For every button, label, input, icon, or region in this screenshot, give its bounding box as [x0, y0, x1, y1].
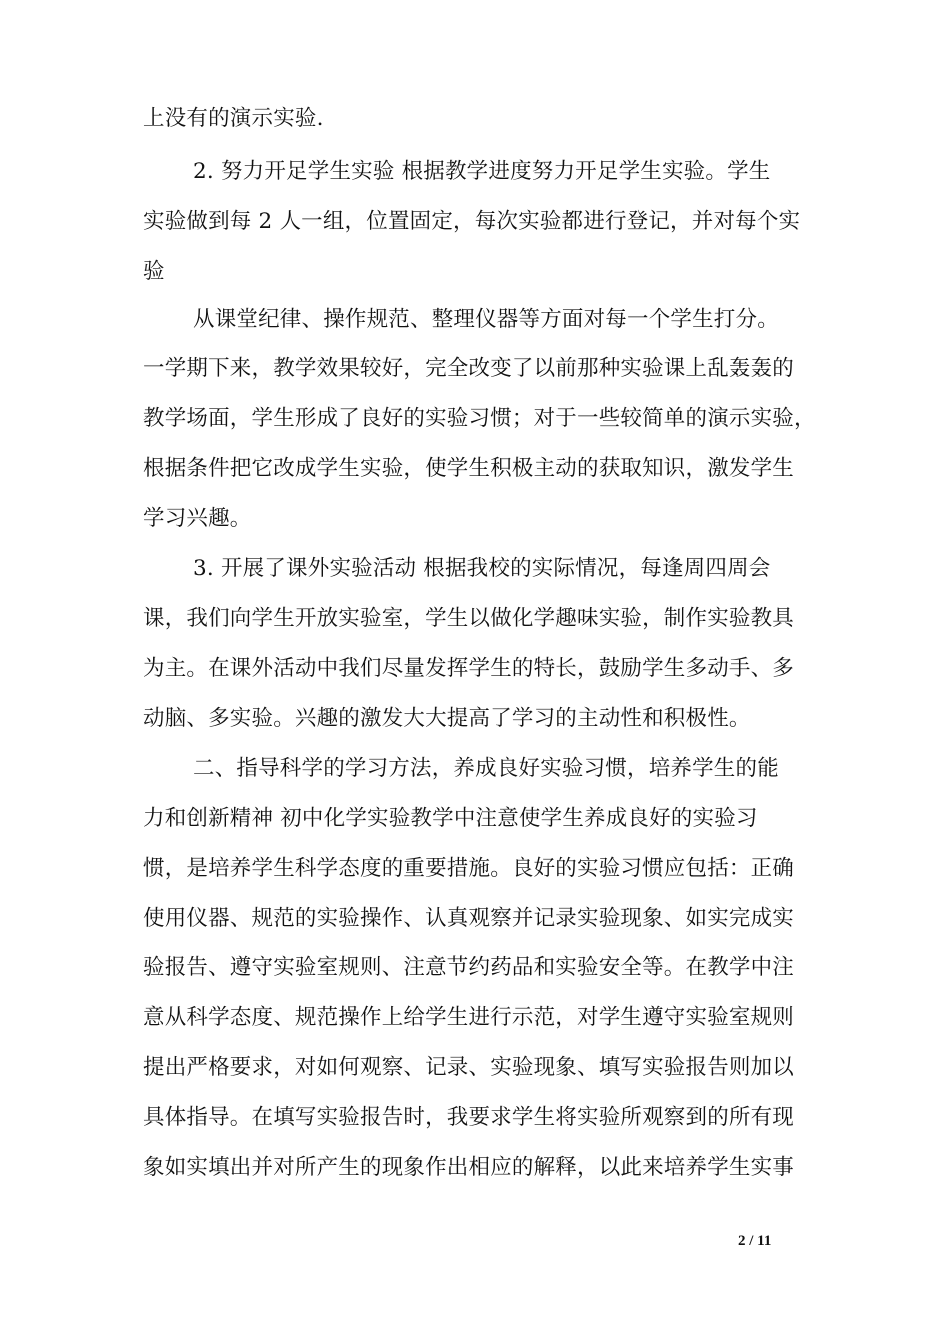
text-line: 动脑、多实验。兴趣的激发大大提高了学习的主动性和积极性。: [143, 706, 751, 731]
text-line: 从课堂纪律、操作规范、整理仪器等方面对每一个学生打分。: [193, 307, 779, 332]
text-line: 惯，是培养学生科学态度的重要措施。良好的实验习惯应包括：正确: [143, 856, 795, 881]
text-line: 意从科学态度、规范操作上给学生进行示范，对学生遵守实验室规则: [143, 1005, 795, 1030]
text-line: 一学期下来，教学效果较好，完全改变了以前那种实验课上乱轰轰的: [143, 356, 795, 381]
text-line: 学习兴趣。: [143, 506, 252, 531]
text-line: 具体指导。在填写实验报告时，我要求学生将实验所观察到的所有现: [143, 1105, 795, 1130]
text-line: 课，我们向学生开放实验室，学生以做化学趣味实验，制作实验教具: [143, 606, 795, 631]
text-line: 3. 开展了课外实验活动 根据我校的实际情况，每逢周四周会: [193, 556, 771, 581]
text-line: 使用仪器、规范的实验操作、认真观察并记录实验现象、如实完成实: [143, 906, 795, 931]
text-line: 为主。在课外活动中我们尽量发挥学生的特长，鼓励学生多动手、多: [143, 656, 795, 681]
text-line: 象如实填出并对所产生的现象作出相应的解释，以此来培养学生实事: [143, 1155, 795, 1180]
text-line: 力和创新精神 初中化学实验教学中注意使学生养成良好的实验习: [143, 806, 758, 831]
text-line: 根据条件把它改成学生实验，使学生积极主动的获取知识，激发学生: [143, 456, 795, 481]
page-number: 2 / 11: [738, 1233, 772, 1249]
text-line: 验报告、遵守实验室规则、注意节约药品和实验安全等。在教学中注: [143, 955, 795, 980]
text-line: 2. 努力开足学生实验 根据教学进度努力开足学生实验。学生: [193, 159, 771, 184]
text-line: 教学场面，学生形成了良好的实验习惯；对于一些较简单的演示实验，: [143, 406, 816, 431]
text-line: 上没有的演示实验.: [143, 106, 324, 131]
text-line: 二、指导科学的学习方法，养成良好实验习惯，培养学生的能: [193, 756, 779, 781]
text-line: 验: [143, 259, 165, 284]
text-line: 提出严格要求，对如何观察、记录、实验现象、填写实验报告则加以: [143, 1055, 795, 1080]
text-line: 实验做到每 2 人一组，位置固定，每次实验都进行登记，并对每个实: [143, 209, 801, 234]
